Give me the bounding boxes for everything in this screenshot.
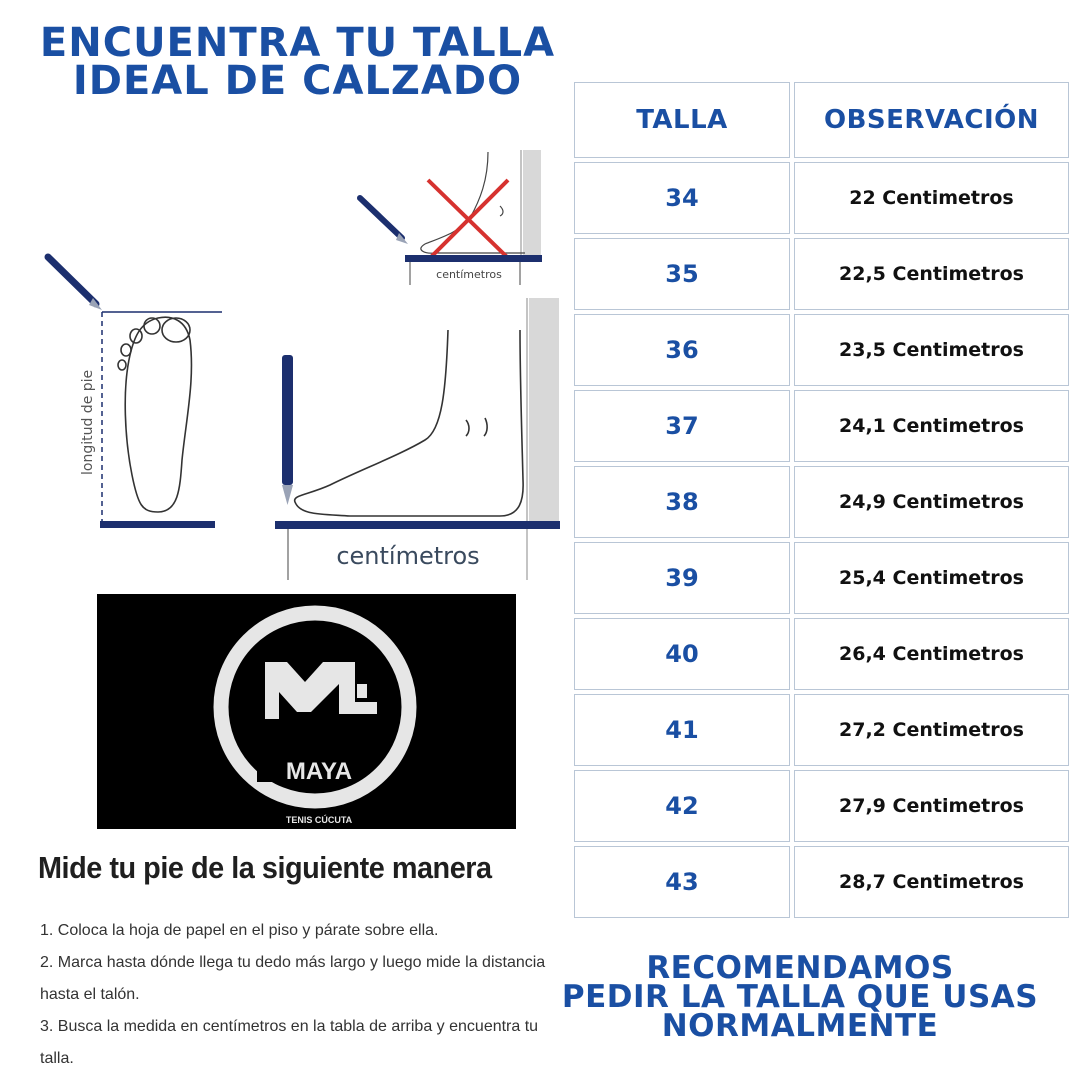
large-ruler-label: centímetros [336,542,480,570]
instruction-step: talla. [40,1050,74,1067]
brand-logo [97,594,516,829]
table-row [574,238,1069,310]
cross-icon [428,180,508,258]
instruction-step: 1. Coloca la hoja de papel en el piso y párate sobre ella. [40,922,439,939]
header-size: TALLA [574,82,790,158]
title-line-1: ENCUENTRA TU TALLA [39,20,556,66]
table-row [574,162,1069,234]
size-cell: 37 [574,390,790,462]
pencil-icon [48,257,102,310]
observation-cell: 28,7 Centimetros [794,846,1069,918]
recommendation-line-2: PEDIR LA TALLA QUE USAS [561,979,1039,1015]
size-cell: 40 [574,618,790,690]
instruction-step: 2. Marca hasta dónde llega tu dedo más largo y luego mide la distancia [40,954,546,971]
observation-cell: 24,9 Centimetros [794,466,1069,538]
foot-side-large-icon [295,330,524,516]
table-row [574,314,1069,386]
table-row [574,694,1069,766]
observation-cell: 27,9 Centimetros [794,770,1069,842]
size-table [570,78,1073,922]
foot-side-small-icon [421,152,525,253]
observation-cell: 27,2 Centimetros [794,694,1069,766]
recommendation-note [555,950,1045,1044]
recommendation-line-3: NORMALMENTE [661,1008,939,1044]
instructions-heading: Mide tu pie de la siguiente manera [38,850,492,885]
table-row [574,466,1069,538]
size-cell: 43 [574,846,790,918]
page-title [30,20,565,104]
size-cell: 34 [574,162,790,234]
instruction-step: 3. Busca la medida en centímetros en la tabla de arriba y encuentra tu [40,1018,539,1035]
logo-tagline-text: TENIS CÚCUTA [285,815,353,825]
observation-cell: 25,4 Centimetros [794,542,1069,614]
size-cell: 41 [574,694,790,766]
pencil-icon [282,355,293,505]
observation-cell: 26,4 Centimetros [794,618,1069,690]
foot-sole-icon [118,317,191,512]
table-header-row [574,82,1069,158]
length-label: longitud de pie [80,369,96,475]
size-cell: 39 [574,542,790,614]
header-observation: OBSERVACIÓN [794,82,1069,158]
pencil-icon [360,198,408,244]
observation-cell: 22 Centimetros [794,162,1069,234]
instruction-step: hasta el talón. [40,986,140,1003]
size-cell: 36 [574,314,790,386]
title-line-2: IDEAL DE CALZADO [72,58,523,104]
foot-measurement-illustration [30,140,570,590]
table-row [574,846,1069,918]
observation-cell: 22,5 Centimetros [794,238,1069,310]
instructions-list [40,915,550,1075]
size-cell: 38 [574,466,790,538]
size-cell: 35 [574,238,790,310]
small-ruler-label: centímetros [436,268,502,281]
table-row [574,542,1069,614]
logo-brand-text: MAYA [285,758,353,785]
size-cell: 42 [574,770,790,842]
observation-cell: 24,1 Centimetros [794,390,1069,462]
recommendation-line-1: RECOMENDAMOS [646,950,954,986]
table-row [574,390,1069,462]
table-row [574,770,1069,842]
table-row [574,618,1069,690]
observation-cell: 23,5 Centimetros [794,314,1069,386]
